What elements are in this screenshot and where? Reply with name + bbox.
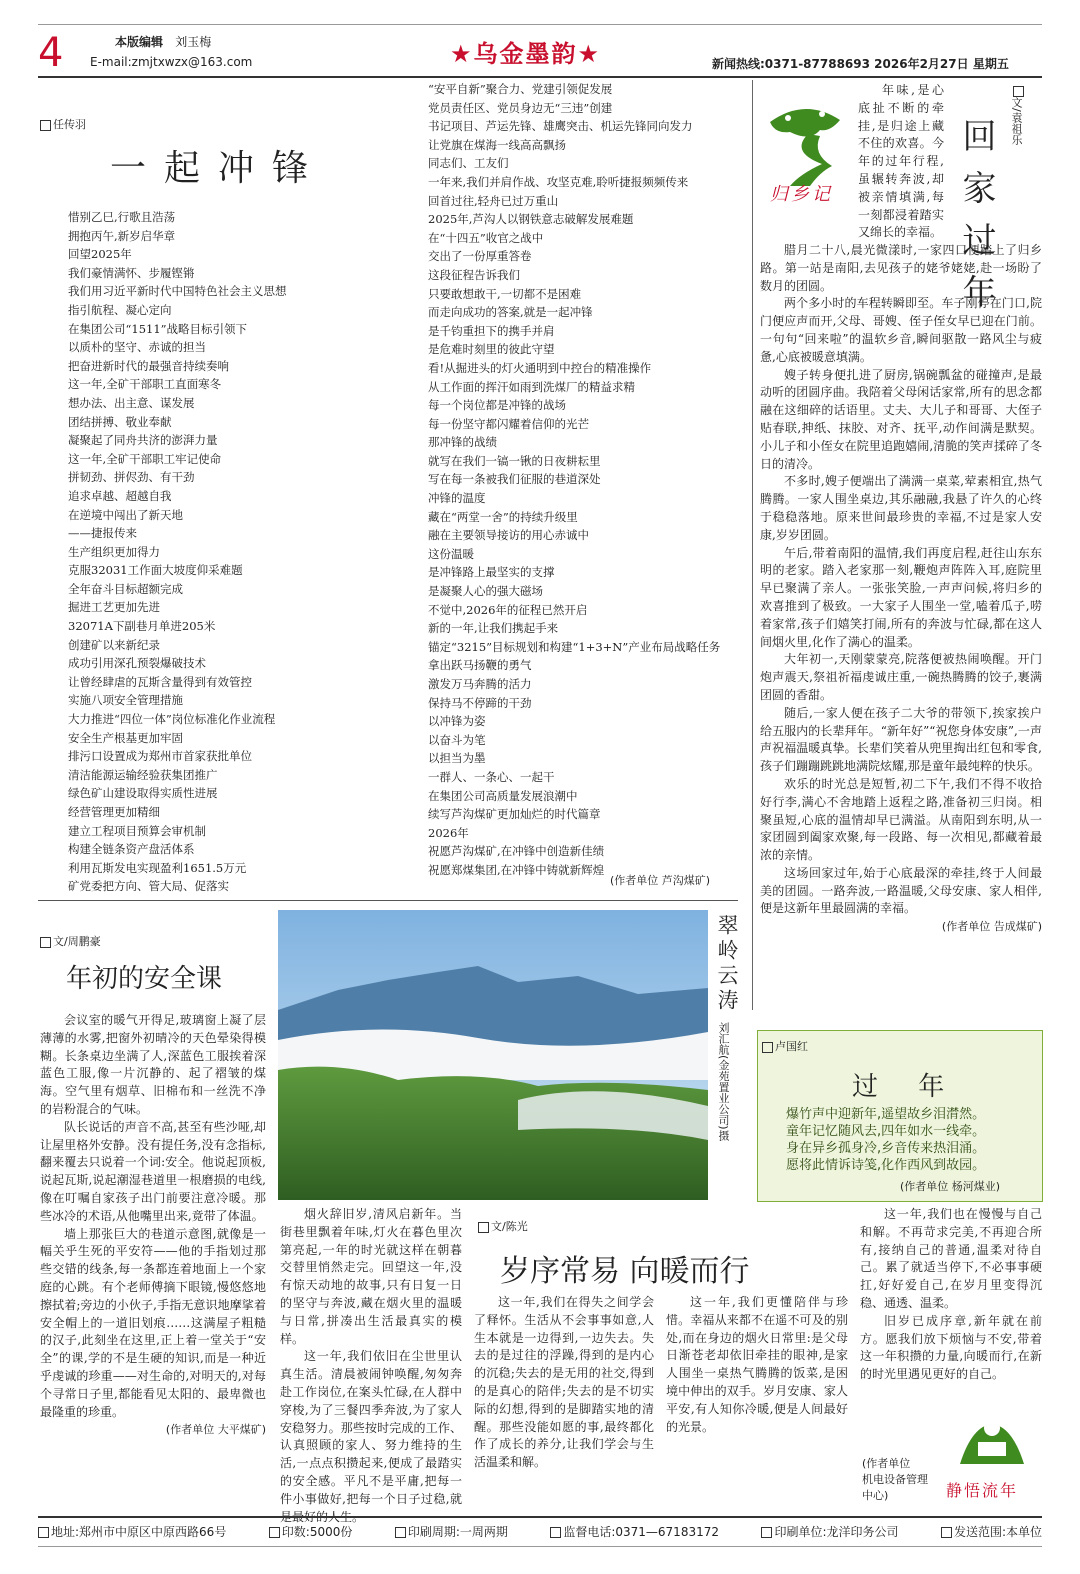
poem-line: 团结拼搏、敬业奉献 — [68, 414, 172, 429]
poem-line: 回首过往,轻舟已过万重山 — [428, 193, 559, 208]
poem-line: 是危难时刻里的彼此守望 — [428, 342, 555, 357]
poem-line: 以担当为墨 — [428, 751, 486, 766]
poem-line: 清洁能源运输经验获集团推广 — [68, 767, 218, 782]
box-icon — [269, 1527, 280, 1538]
poem-column-1 — [68, 208, 418, 892]
newyear-author-name: 文/陈光 — [491, 1220, 528, 1233]
box-icon — [761, 1527, 772, 1538]
guonian-line: 爆竹声中迎新年,遥望故乡泪潸然。 — [786, 1107, 986, 1122]
poem-line: 追求卓越、超越自我 — [68, 488, 172, 503]
newyear-col-3 — [666, 1294, 848, 1512]
box-icon — [395, 1527, 406, 1538]
poem-line: 一群人、一条心、一起干 — [428, 769, 555, 784]
footer-scope: 发送范围:本单位 — [953, 1525, 1042, 1539]
header-info — [712, 55, 1009, 72]
weekday: 星期五 — [972, 57, 1009, 71]
page-number: 4 — [38, 30, 64, 76]
poem-line: 这一年,全矿干部职工牢记使命 — [68, 451, 222, 466]
poem-line: 祝愿郑煤集团,在冲锋中铸就新辉煌 — [428, 862, 605, 877]
poem-line: 这段征程告诉我们 — [428, 267, 520, 282]
photo-credit: 刘汇航(金苑置业公司)摄 — [717, 1022, 730, 1141]
poem-line: 在逆境中闯出了新天地 — [68, 507, 183, 522]
box-icon — [550, 1527, 561, 1538]
poem-line: 看!从掘进头的灯火通明到中控台的精准操作 — [428, 360, 652, 375]
poem-line: 交出了一份厚重答卷 — [428, 249, 532, 264]
poem-line: 是千钧重担下的携手并肩 — [428, 323, 555, 338]
poem-line: 克服32031工作面大坡度仰采难题 — [68, 563, 243, 578]
author-prefix: 文/ — [1010, 97, 1023, 112]
box-icon — [1013, 86, 1024, 97]
newyear-para-2: 这一年,我们在得失之间学会了释怀。生活从不会事事如意,人生本就是一边得到,一边失去。失去的是过往的浮躁,得到的是内心的沉稳;失去的是无用的社交,得到的是真心的陪伴;失去的是不切实际的幻想,得到的是脚踏实地的清醒。那些没能如愿的事,最终都化作了成长的养分,让我们学会与生活温柔和解。 — [474, 1295, 654, 1470]
mountain-image — [278, 910, 708, 1200]
poem-line: 每一个岗位都是冲锋的战场 — [428, 398, 566, 413]
safety-author-name: 文/周鹏豪 — [53, 935, 101, 948]
homecoming-author — [1010, 86, 1026, 145]
newyear-author — [478, 1218, 528, 1234]
poem-line: 我们豪情满怀、步履铿锵 — [68, 265, 195, 280]
poem-line: 同志们、工友们 — [428, 156, 509, 171]
box-icon — [762, 1042, 773, 1053]
newyear-unit-name: 机电设备管理中心) — [862, 1473, 928, 1502]
reading-figure-icon — [952, 1406, 1032, 1476]
footer-printer: 印刷单位:龙洋印务公司 — [774, 1525, 899, 1539]
homecoming-para-9: 这场回家过年,始于心底最深的牵挂,终于人间最美的团圆。一路奔波,一路温暖,父母安康、家人相伴,便是这新年里最圆满的幸福。 — [760, 865, 1042, 916]
homecoming-para-6: 大年初一,天刚蒙蒙亮,院落便被热闹唤醒。开门炮声震天,祭祖祈福虔诚庄重,一碗热腾腾的饺子,裹满团圆的香甜。 — [760, 652, 1042, 702]
poem-line: 以冲锋为姿 — [428, 714, 486, 729]
poem-line: 全年奋斗目标超额完成 — [68, 581, 183, 596]
poem-line: 绿色矿山建设取得实质性进展 — [68, 786, 218, 801]
footer-print-cycle: 印刷周期:一周两期 — [407, 1525, 508, 1539]
box-icon — [38, 1527, 49, 1538]
safety-unit: (作者单位 大平煤矿) — [165, 1423, 266, 1437]
poem-line: 拿出跃马扬鞭的勇气 — [428, 658, 532, 673]
poem-line: 祝愿芦沟煤矿,在冲锋中创造新佳绩 — [428, 844, 605, 859]
footer-print-count: 印数:5000份 — [281, 1525, 353, 1539]
guonian-line: 身在异乡孤身冷,乡音传来热泪涌。 — [786, 1141, 986, 1156]
newyear-para-5: 旧岁已成序章,新年就在前方。愿我们放下烦恼与不安,带着这一年积攒的力量,向暖而行,在新的时光里遇见更好的自己。 — [860, 1313, 1042, 1382]
footer-rule — [38, 1516, 1042, 1518]
newyear-col-1 — [280, 1206, 462, 1524]
poem-line: 经营管理更加精细 — [68, 805, 160, 819]
homecoming-para-7: 随后,一家人便在孩子二大爷的带领下,挨家挨户给五服内的长辈拜年。“新年好”“祝您身体安康”,一声声祝福温暖真挚。长辈们笑着从兜里掏出红包和零食,孩子们蹦蹦跳跳地满院炫耀,那是童年最纯粹的快乐。 — [760, 705, 1042, 774]
poem-line: 党员责任区、党员身边无“三违”创建 — [428, 100, 613, 115]
footer-address: 地址:郑州市中原区中原西路66号 — [51, 1525, 227, 1539]
poem-line: 成功引用深孔预裂爆破技术 — [68, 656, 206, 671]
poem-line: 藏在“两堂一舍”的持续升级里 — [428, 509, 578, 524]
homecoming-para-1: 腊月二十八,晨光微漾时,一家四口便踏上了归乡路。第一站是南阳,去见孩子的姥爷姥姥,赴一场盼了数月的团圆。 — [760, 243, 1042, 293]
safety-para-0: 会议室的暖气开得足,玻璃窗上凝了层薄薄的水雾,把窗外初晴冷的天色晕染得模糊。长条桌边坐满了人,深蓝色工服挨着深蓝色工服,像一片沉静的、起了褶皱的煤海。空气里有烟草、旧棉布和一丝洗不净的岩粉混合的气味。 — [40, 1013, 266, 1116]
poem-author — [40, 116, 86, 132]
poem-line: 新的一年,让我们携起手来 — [428, 621, 559, 636]
footer-item — [550, 1523, 719, 1540]
poem-line: 掘进工艺更加先进 — [68, 600, 160, 615]
poem-line: 生产组织更加得力 — [68, 544, 160, 559]
poem-line: 是凝聚人心的强大磁场 — [428, 584, 543, 599]
footer-phone: 监督电话:0371—67183172 — [563, 1525, 719, 1539]
newyear-para-1: 这一年,我们依旧在尘世里认真生活。清晨被闹钟唤醒,匆匆奔赴工作岗位,在案头忙碌,在人群中穿梭,为了三餐四季奔波,为了家人安稳努力。那些按时完成的工作、认真照顾的家人、努力维持的生活,一点点积攒起来,便成了最踏实的安全感。平凡不是平庸,把每一件小事做好,把每一个日子过稳,就是最好的人生。 — [280, 1349, 462, 1524]
poem-line: 以奋斗为笔 — [428, 732, 486, 747]
poem-line: 是冲锋路上最坚实的支撑 — [428, 565, 555, 580]
poem-line: 锚定“3215”目标规划和构建“1+3+N”产业布局战略任务 — [428, 639, 721, 654]
homecoming-intro — [858, 82, 944, 242]
poem-title: 一起冲锋 — [110, 148, 327, 189]
editor-email: E-mail:zmjtxwzx@163.com — [90, 55, 253, 69]
poem-line: 就写在我们一镐一锹的日夜耕耘里 — [428, 453, 601, 468]
poem-line: 矿党委把方向、管大局、促落实 — [68, 879, 229, 894]
homecoming-unit: (作者单位 告成煤矿) — [941, 920, 1042, 934]
poem-column-2 — [428, 80, 750, 876]
header-rule — [38, 76, 1042, 78]
newyear-unit — [862, 1456, 934, 1504]
guonian-line: 愿将此情诉诗笺,化作西风到故园。 — [786, 1158, 986, 1173]
poem-line: 实施八项安全管理措施 — [68, 693, 183, 708]
bottom-rule — [38, 1546, 1042, 1547]
safety-title: 年初的安全课 — [66, 964, 223, 994]
poem-line: 从工作面的挥汗如雨到洗煤厂的精益求精 — [428, 379, 635, 394]
poem-line: 大力推进“四位一体”岗位标准化作业流程 — [68, 712, 276, 727]
box-icon — [478, 1222, 489, 1233]
reader-emblem — [952, 1406, 1032, 1476]
section-rule — [38, 900, 738, 901]
poem-line: 2026年 — [428, 825, 469, 840]
newyear-para-3: 这一年,我们更懂陪伴与珍惜。幸福从来都不在遥不可及的别处,而在身边的烟火日常里:是父母日渐苍老却依旧牵挂的眼神,是家人围坐一桌热气腾腾的饭菜,是困境中伸出的双手。岁月安康、家人平安,有人知你冷暖,便是人间最好的光景。 — [666, 1295, 848, 1434]
homecoming-para-3: 嫂子转身便扎进了厨房,锅碗瓢盆的碰撞声,是最动听的团圆序曲。我陪着父母闲话家常,所有的思念都融在这细碎的话语里。丈夫、大儿子和哥哥、大侄子贴春联,抻纸、抹胶、对齐、抚平,动作间满是默契。小儿子和小侄女在院里追跑嬉闹,清脆的笑声揉碎了冬日的清冷。 — [760, 367, 1042, 471]
poem-line: 指引航程、凝心定向 — [68, 302, 172, 317]
poem-line: “安平自新”聚合力、党建引领促发展 — [428, 82, 613, 96]
guonian-lines — [786, 1106, 1036, 1174]
poem-line: 凝聚起了同舟共济的澎湃力量 — [68, 433, 218, 448]
poem-line: 我们用习近平新时代中国特色社会主义思想 — [68, 284, 287, 299]
poem-line: 创建矿以来新纪录 — [68, 637, 160, 652]
poem-line: 在“十四五”收官之战中 — [428, 230, 544, 245]
poem-line: 一年来,我们并肩作战、攻坚克难,聆听捷报频频传来 — [428, 174, 689, 189]
editor-label — [115, 33, 211, 50]
newyear-para-4: 这一年,我们也在慢慢与自己和解。不再苛求完美,不再迎合所有,接纳自己的普通,温柔对待自己。累了就适当停下,不必事事硬扛,好好爱自己,在岁月里变得沉稳、通透、温柔。 — [860, 1207, 1042, 1310]
poem-line: 这一年,全矿干部职工直面寒冬 — [68, 377, 222, 392]
poem-line: 32071A下副巷月单进205米 — [68, 619, 216, 634]
poem-author-name: 任传羽 — [53, 118, 86, 131]
footer-item — [761, 1523, 898, 1540]
guonian-author — [762, 1038, 808, 1054]
poem-line: 排污口设置成为郑州市首家获批单位 — [68, 749, 252, 764]
poem-line: 让曾经肆虐的瓦斯含量得到有效管控 — [68, 674, 252, 689]
safety-para-2: 墙上那张巨大的巷道示意图,就像是一幅关乎生死的平安符——他的手指划过那些交错的线条,每一条都连着地面上一个家庭的心跳。有个老师傅摘下眼镜,慢悠悠地擦拭着;旁边的小伙子,手指无意识地摩挲着安全帽上的一道旧划痕……这满屋子粗糙的汉子,此刻坐在这里,正上着一堂关于“安全”的课,学的不是生硬的知识,而是一种近乎虔诚的珍重——对生命的,对明天的,对每个寻常日子里,都能看见太阳的、最卑微也最隆重的珍重。 — [40, 1226, 266, 1419]
masthead: ★乌金墨韵★ — [450, 40, 602, 68]
homecoming-para-5: 午后,带着南阳的温情,我们再度启程,赶往山东东明的老家。踏入老家那一刻,鞭炮声阵阵入耳,庭院里早已聚满了亲人。一张张笑脸,一声声问候,将归乡的欢喜推到了极致。一大家子人围坐一堂,嗑着瓜子,唠着家常,孩子们嬉笑打闹,所有的奔波与忙碌,都在这人间烟火里,化作了满心的温柔。 — [760, 545, 1042, 649]
poem-line: 拥抱丙午,新岁启华章 — [68, 228, 176, 243]
poem-line: 拼韧劲、拼侭劲、有干劲 — [68, 470, 195, 485]
poem-line: 在集团公司“1511”战略目标引领下 — [68, 321, 248, 336]
footer-item — [395, 1523, 508, 1540]
newyear-col-2 — [474, 1294, 654, 1512]
poem-line: 在集团公司高质量发展浪潮中 — [428, 788, 578, 803]
safety-para-1: 队长说话的声音不高,甚至有些沙哑,却让屋里格外安静。没有提任务,没有念指标,翻来覆去只说着一个词:安全。他说起顶板,说起瓦斯,说起潮湿巷道里一根磨损的电线,像在叮嘱自家孩子出门前要注意冷暖。那些冰冷的术语,从他嘴里出来,竟带了体温。 — [40, 1119, 266, 1223]
poem-line: 融在主要领导接访的用心赤诚中 — [428, 528, 589, 543]
poem-line: 让党旗在煤海一线高高飘扬 — [428, 137, 566, 152]
homecoming-para-8: 欢乐的时光总是短暂,初二下午,我们不得不收拾好行李,满心不舍地踏上返程之路,准备初三归岗。相聚虽短,心底的温情却早已满溢。从南阳到东明,从一家团圆到阖家欢聚,每一段路、每一次相见,都藏着最浓的亲情。 — [760, 776, 1042, 863]
poem-line: 书记项目、芦运先锋、雄鹰突击、机运先锋同向发力 — [428, 119, 693, 134]
poem-line: 惜别乙巳,行歌且浩荡 — [68, 210, 176, 224]
footer-item — [269, 1523, 353, 1540]
column-tag-homecoming: 归乡记 — [770, 184, 833, 205]
guonian-title: 过 年 — [852, 1072, 961, 1102]
column-divider — [752, 80, 753, 1010]
poem-unit: (作者单位 芦沟煤矿) — [610, 874, 711, 887]
safety-body — [40, 1012, 266, 1512]
poem-line: 这份温暖 — [428, 546, 474, 561]
homecoming-body — [760, 242, 1042, 1004]
poem-line: 想办法、出主意、谋发展 — [68, 395, 195, 410]
guonian-line: 童年记忆随风去,四年如水一线牵。 — [786, 1124, 986, 1139]
poem-line: 把奋进新时代的最强音持续奏响 — [68, 358, 229, 373]
box-icon — [941, 1527, 952, 1538]
top-rule — [38, 24, 1042, 25]
homecoming-para-4: 不多时,嫂子便端出了满满一桌菜,荤素相宜,热气腾腾。一家人围坐桌边,其乐融融,我悬了许久的心终于稳稳落地。原来世间最珍贵的幸福,不过是家人安康,岁岁团圆。 — [760, 474, 1042, 542]
footer — [38, 1523, 1042, 1540]
guonian-unit: (作者单位 杨河煤业) — [900, 1180, 1001, 1193]
poem-line: 激发万马奔腾的活力 — [428, 677, 532, 691]
poem-line: 每一份坚守都闪耀着信仰的光芒 — [428, 416, 589, 431]
poem-line: 建立工程项目预算会审机制 — [68, 823, 206, 838]
editor-label-text: 本版编辑 — [115, 35, 164, 49]
poem-line: 而走向成功的答案,就是一起冲锋 — [428, 305, 593, 320]
poem-line: ——捷报传来 — [68, 526, 137, 541]
editor-name: 刘玉梅 — [175, 35, 212, 49]
newyear-title: 岁序常易 向暖而行 — [500, 1254, 750, 1289]
poem-line: 安全生产根基更加牢固 — [68, 730, 183, 745]
homecoming-para-2: 两个多小时的车程转瞬即至。车子刚停在门口,院门便应声而开,父母、哥嫂、侄子侄女早已迎在门前。一句句“回来啦”的温软乡音,瞬间驱散一路风尘与疲惫,心底被暖意填满。 — [760, 296, 1042, 364]
box-icon — [40, 937, 51, 948]
photo-title: 翠岭云涛 — [715, 914, 739, 1014]
poem-line: 冲锋的温度 — [428, 491, 486, 506]
hotline: 新闻热线:0371-87788693 — [712, 57, 870, 71]
poem-line: 2025年,芦沟人以钢铁意志破解发展难题 — [428, 212, 634, 227]
poem-line: 不觉中,2026年的征程已然开启 — [428, 602, 588, 617]
guonian-author-name: 卢国红 — [775, 1040, 808, 1053]
poem-line: 续写芦沟煤矿更加灿烂的时代篇章 — [428, 807, 601, 822]
poem-line: 保持马不停蹄的干劲 — [428, 695, 532, 710]
landscape-photo — [278, 910, 708, 1200]
homecoming-author-name: 袁祖乐 — [1010, 111, 1023, 145]
column-tag-newyear: 静悟流年 — [946, 1481, 1019, 1500]
box-icon — [40, 120, 51, 131]
footer-item — [941, 1523, 1042, 1540]
poem-line: 只要敢想敢干,一切都不是困难 — [428, 286, 582, 301]
footer-item — [38, 1523, 226, 1540]
newyear-unit-label: (作者单位 — [862, 1457, 911, 1470]
poem-line: 利用瓦斯发电实现盈利1651.5万元 — [68, 860, 247, 875]
poem-line: 那冲锋的战绩 — [428, 435, 497, 450]
date: 2026年2月27日 — [874, 57, 969, 71]
newyear-col-4 — [860, 1206, 1042, 1402]
poem-line: 回望2025年 — [68, 247, 132, 262]
poem-line: 构建全链条资产盘活体系 — [68, 842, 195, 857]
homecoming-para-0: 年味,是心底扯不断的牵挂,是归途上藏不住的欢喜。今年的过年行程,虽辗转奔波,却被亲情填满,每一刻都浸着踏实又绵长的幸福。 — [858, 83, 944, 240]
safety-author — [40, 933, 101, 949]
poem-line: 写在每一条被我们征服的巷道深处 — [428, 472, 601, 487]
newyear-para-0: 烟火辞旧岁,清风启新年。当街巷里飘着年味,灯火在暮色里次第亮起,一年的时光就这样在朝暮交替里悄然走完。回望这一年,没有惊天动地的故事,只有日复一日的坚守与奔波,藏在烟火里的温暖与日常,拼凑出生活最真实的模样。 — [280, 1207, 462, 1346]
poem-line: 以质朴的坚守、赤诚的担当 — [68, 340, 206, 355]
homecoming-title: 回家过年 — [956, 118, 996, 326]
